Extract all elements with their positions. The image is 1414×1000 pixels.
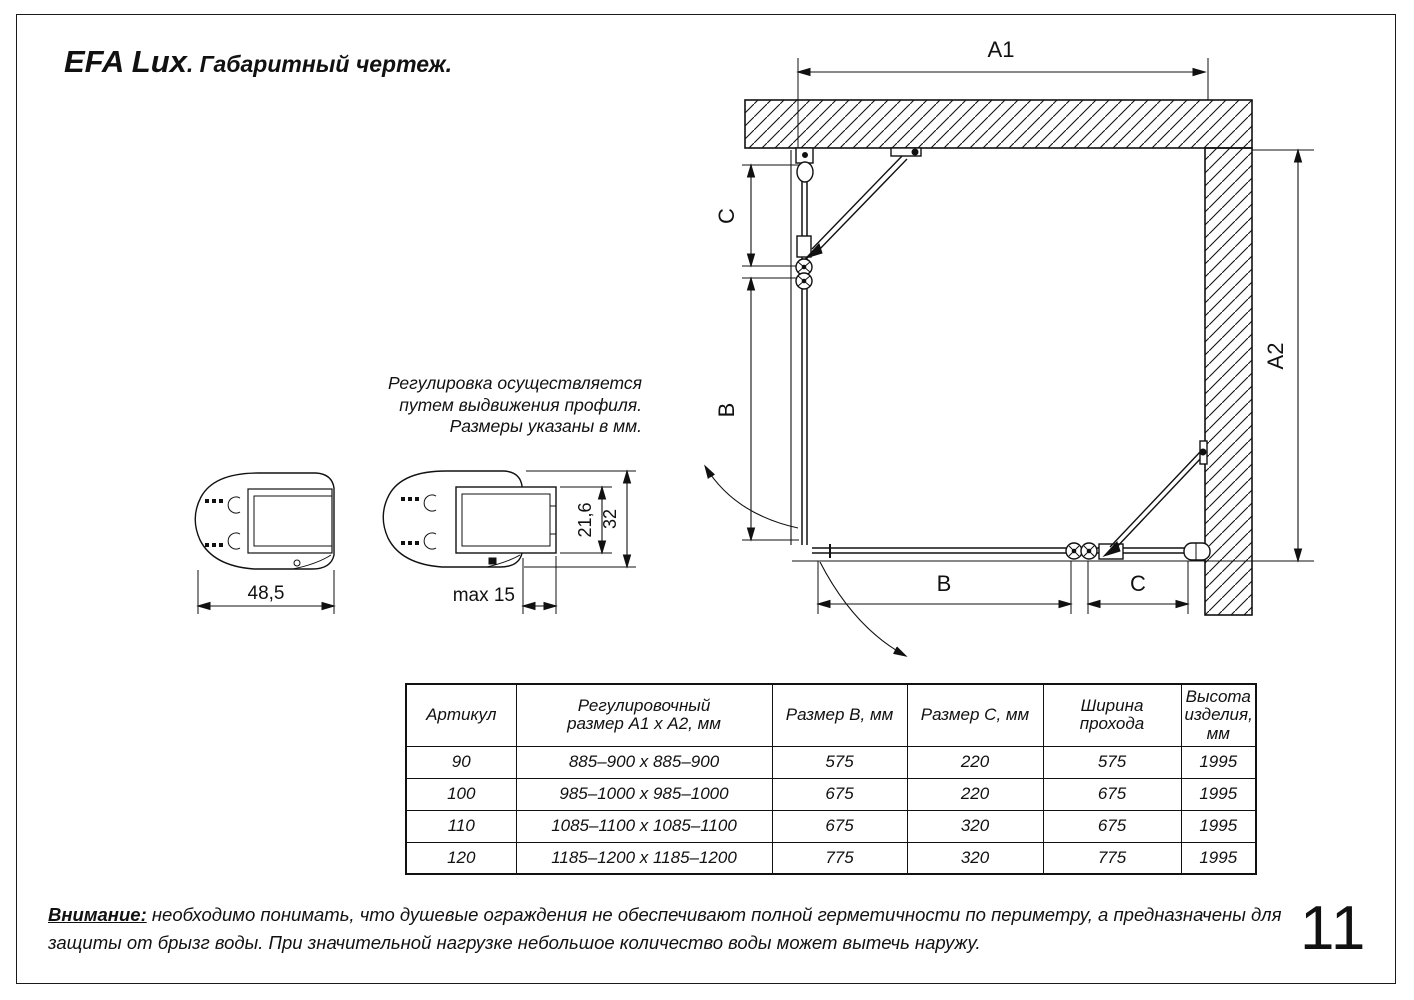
dim-label-c-bottom: C xyxy=(1130,571,1146,596)
table-header-row xyxy=(406,684,1256,746)
warning-note xyxy=(48,901,1293,957)
dim-c-bottom xyxy=(1088,561,1188,614)
right-wall xyxy=(1205,148,1252,615)
bottom-support-brace xyxy=(1104,441,1207,556)
door-swing-arc-lower xyxy=(820,562,906,656)
table-row: 120 1185–1200 х 1185–1200 775 320 775 1995 xyxy=(406,842,1256,874)
brace-connector xyxy=(797,236,811,257)
dim-label-b-bottom: B xyxy=(936,571,952,596)
col-header-size-c: Размер С, мм xyxy=(907,684,1043,746)
left-door-glass xyxy=(791,148,813,545)
dim-label-max-extension: max 15 xyxy=(452,585,515,606)
bottom-door-glass xyxy=(812,543,1210,560)
note-line: Регулировка осуществляется xyxy=(387,373,642,393)
col-header-product-height: Высота изделия, мм xyxy=(1181,684,1256,746)
profile-section-extended xyxy=(383,471,636,614)
dim-label-profile-width: 48,5 xyxy=(247,583,285,604)
title-suffix: . Габаритный чертеж. xyxy=(186,51,453,77)
dim-b-bottom xyxy=(818,561,1071,614)
col-header-adjustment-size: Регулировочный размер А1 х А2, мм xyxy=(516,684,772,746)
table-row: 100 985–1000 х 985–1000 675 220 675 1995 xyxy=(406,778,1256,810)
table-row: 90 885–900 х 885–900 575 220 575 1995 xyxy=(406,746,1256,778)
wall-bracket xyxy=(1184,543,1210,560)
table-row: 110 1085–1100 х 1085–1100 675 320 675 1995 xyxy=(406,810,1256,842)
dim-b-left xyxy=(714,278,799,540)
top-support-brace xyxy=(806,148,921,258)
product-name: EFA Lux xyxy=(64,44,187,79)
top-wall xyxy=(745,100,1252,148)
note-line: путем выдвижения профиля. xyxy=(399,394,642,415)
note-line: Размеры указаны в мм. xyxy=(449,416,642,436)
col-header-passage-width: Ширина прохода xyxy=(1043,684,1181,746)
warning-text: необходимо понимать, что душевые ограждения не обеспечивают полной герметичности по периметру, а предназначены для защиты от брызг воды. При значительной нагрузке небольшое количество воды может вытечь наружу. xyxy=(48,904,1282,953)
dim-label-b: B xyxy=(714,402,739,418)
size-specification-table xyxy=(405,683,1257,875)
dim-c-left xyxy=(714,165,799,266)
profile-section-closed xyxy=(195,473,334,614)
warning-label: Внимание: xyxy=(48,904,147,925)
dim-label-a1: A1 xyxy=(987,37,1015,62)
col-header-size-b: Размер В, мм xyxy=(772,684,907,746)
col-header-article: Артикул xyxy=(406,684,516,746)
dim-label-a2: A2 xyxy=(1263,342,1288,370)
dim-label-c: C xyxy=(714,208,739,224)
dim-label-inner-height: 21,6 xyxy=(575,502,595,538)
sliding-insert xyxy=(456,487,556,553)
walls xyxy=(745,100,1252,615)
page-number: 11 xyxy=(1300,894,1367,963)
dim-label-outer-height: 32 xyxy=(600,508,620,530)
